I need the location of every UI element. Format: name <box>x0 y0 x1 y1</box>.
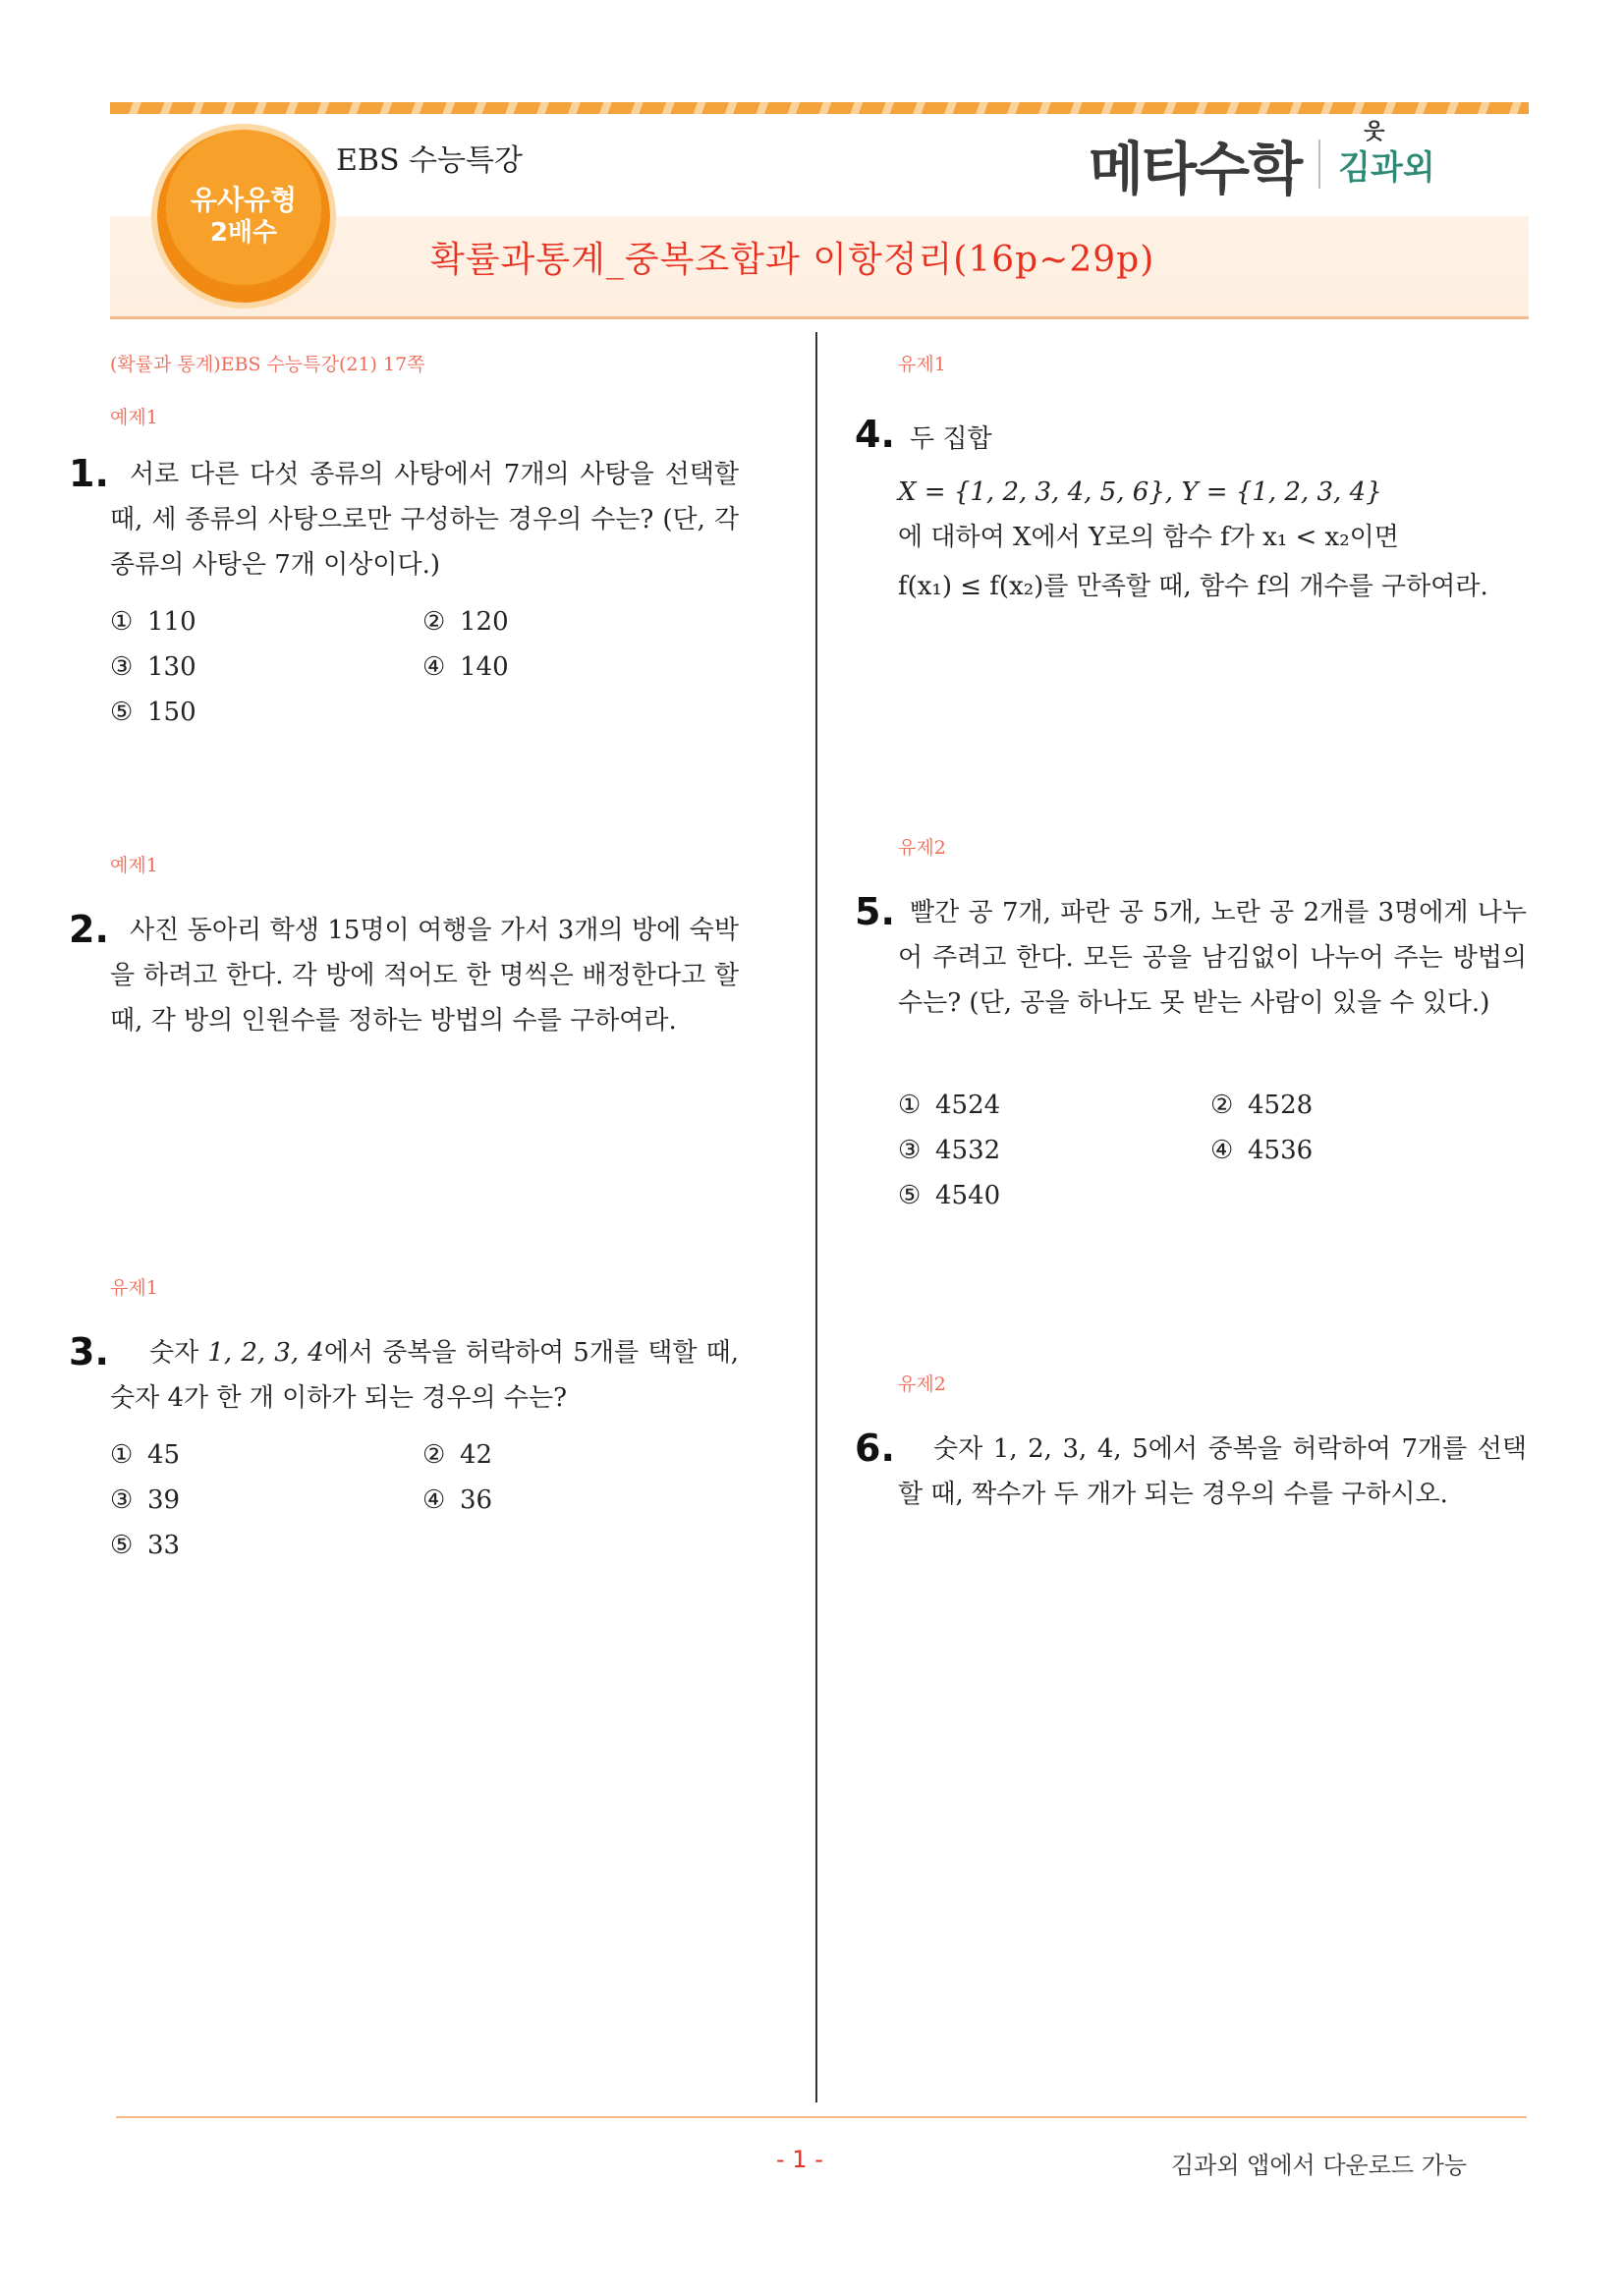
header-divider <box>110 316 1529 319</box>
problem-tag: 예제1 <box>110 407 158 428</box>
problem-text: 서로 다른 다섯 종류의 사탕에서 7개의 사탕을 선택할 때, 세 종류의 사탕으로만 구성하는 경우의 수는? (단, 각 종류의 사탕은 7개 이상이다.) <box>110 460 739 580</box>
problem-number: 5. <box>855 890 895 933</box>
page-title: 확률과통계_중복조합과 이항정리(16p~29p) <box>430 240 1155 280</box>
problem-tag: 유제1 <box>898 354 946 375</box>
choice-list <box>898 1083 1523 1218</box>
problem-text: f(x₁) ≤ f(x₂)를 만족할 때, 함수 f의 개수를 구하여라. <box>898 572 1488 601</box>
problem-text: 빨간 공 7개, 파란 공 5개, 노란 공 2개를 3명에게 나누어 주려고 한다. 모든 공을 남김없이 나누어 주는 방법의 수는? (단, 공을 하나도 못 받는 사람이 있을 수 있다.) <box>898 898 1527 1018</box>
footer-divider <box>116 2116 1527 2118</box>
choice-item: ④ 140 <box>422 652 509 682</box>
logo-main-text: 메타수학 <box>1089 136 1302 202</box>
choice-item: ⑤ 150 <box>110 698 196 727</box>
choice-item: ① 4524 <box>898 1091 1001 1120</box>
problem-number: 4. <box>855 413 895 456</box>
problem-number: 3. <box>69 1330 109 1373</box>
problem-tag: 유제1 <box>110 1277 158 1299</box>
source-tag: (확률과 통계)EBS 수능특강(21) 17쪽 <box>110 354 425 375</box>
problem-tag: 유제2 <box>898 837 946 859</box>
choice-item: ② 4528 <box>1210 1091 1314 1120</box>
badge-line1: 유사유형 <box>190 184 298 216</box>
problem-text: 사진 동아리 학생 15명이 여행을 가서 3개의 방에 숙박을 하려고 한다. 각 방에 적어도 한 명씩은 배정한다고 할 때, 각 방의 인원수를 정하는 방법의 수를 구하여라. <box>110 916 739 1036</box>
brand-logo <box>1089 119 1435 202</box>
choice-item: ① 110 <box>110 607 196 637</box>
footer-note: 김과외 앱에서 다운로드 가능 <box>1171 2152 1468 2179</box>
choice-list <box>110 599 735 735</box>
header-stripe <box>110 102 1529 114</box>
problem-text: 에 대하여 X에서 Y로의 함수 f가 x₁ < x₂이면 <box>898 523 1399 552</box>
choice-item: ④ 4536 <box>1210 1136 1314 1165</box>
logo-separator <box>1318 140 1320 189</box>
choice-item: ② 120 <box>422 607 509 637</box>
problem-text: 숫자 1, 2, 3, 4, 5에서 중복을 허락하여 7개를 선택할 때, 짝수가 두 개가 되는 경우의 수를 구하시오. <box>898 1434 1527 1509</box>
math-expression: X = {1, 2, 3, 4, 5, 6}, Y = {1, 2, 3, 4} <box>898 477 1382 507</box>
problem-tag: 예제1 <box>110 855 158 876</box>
choice-list <box>110 1432 735 1568</box>
choice-item: ④ 36 <box>422 1485 493 1515</box>
choice-item: ③ 130 <box>110 652 196 682</box>
column-divider <box>815 332 817 2102</box>
similar-type-badge <box>157 130 330 303</box>
logo-sub-text <box>1338 119 1435 189</box>
choice-item: ⑤ 4540 <box>898 1181 1001 1210</box>
problem-number: 1. <box>69 452 109 495</box>
choice-item: ② 42 <box>422 1440 493 1470</box>
choice-item: ③ 39 <box>110 1485 181 1515</box>
badge-line2: 2배수 <box>209 218 278 248</box>
choice-item: ③ 4532 <box>898 1136 1001 1165</box>
choice-item: ① 45 <box>110 1440 181 1470</box>
problem-number: 6. <box>855 1427 895 1470</box>
logo-sub-label: 김과외 <box>1338 147 1435 188</box>
math-expression: 1, 2, 3, 4 <box>207 1338 324 1368</box>
problem-tag: 유제2 <box>898 1373 946 1395</box>
problem-number: 2. <box>69 908 109 951</box>
ebs-label: EBS 수능특강 <box>336 143 523 178</box>
page-number: - 1 - <box>776 2146 823 2173</box>
problem-text: 숫자 1, 2, 3, 4에서 중복을 허락하여 5개를 택할 때, 숫자 4가 한 개 이하가 되는 경우의 수는? <box>110 1338 739 1413</box>
problem-text: 두 집합 <box>910 424 992 454</box>
person-icon: 웃 <box>1364 119 1385 144</box>
choice-item: ⑤ 33 <box>110 1531 181 1560</box>
